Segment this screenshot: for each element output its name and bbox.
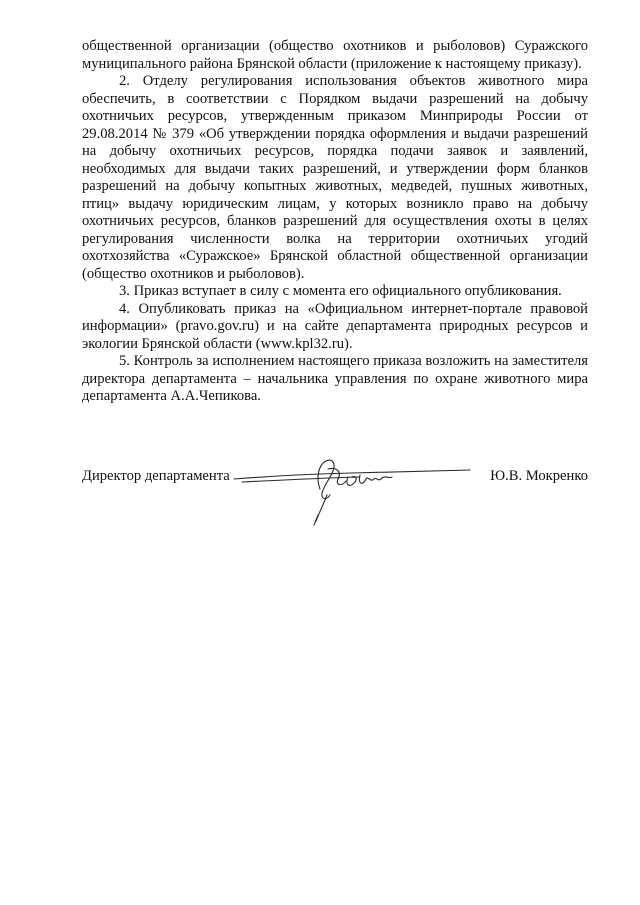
paragraph-item-5: 5. Контроль за исполнением настоящего приказа возложить на заместителя директора департамента – начальника управления по охране животного мира департамента А.А.Чепикова. [82, 353, 588, 404]
paragraph-item-4: 4. Опубликовать приказ на «Официальном интернет-портале правовой информации» (pravo.gov.ru) и на сайте департамента природных ресурсов и экологии Брянской области (www.kpl32.ru). [82, 300, 588, 352]
signatory-title: Директор департамента [82, 468, 230, 484]
paragraph-item-3: 3. Приказ вступает в силу с момента его официального опубликования. [119, 283, 562, 299]
paragraph-item-2: 2. Отделу регулирования использования объектов животного мира обеспечить, в соответствии с Порядком выдачи разрешений на добычу охотничьих ресурсов, утвержденным приказом Минприроды России от 29.08.2014 № 379 «Об утверждении порядка оформления и выдачи разрешений на добычу охотничьих ресурсов, порядка подачи заявок и заявлений, необходимых для выдачи таких разрешений, и утверждении форм бланков разрешений на добычу копытных животных, медведей, пушных животных, птиц» выдачу юридическим лицам, у которых возникло право на добычу охотничьих ресурсов, бланков разрешений для осуществления охоты в целях регулирования численности волка на территории охотничьих угодий охотхозяйства «Суражское» Брянской областной общественной организации (общество охотников и рыболовов). [82, 73, 588, 282]
paragraph-intro-continuation: общественной организации (общество охотников и рыболовов) Суражского муниципального района Брянской области (приложение к настоящему приказу). [82, 38, 588, 72]
signatory-name: Ю.В. Мокренко [490, 468, 588, 484]
document-body [82, 38, 588, 406]
handwritten-signature-icon [232, 449, 472, 527]
signature-block [82, 467, 588, 527]
